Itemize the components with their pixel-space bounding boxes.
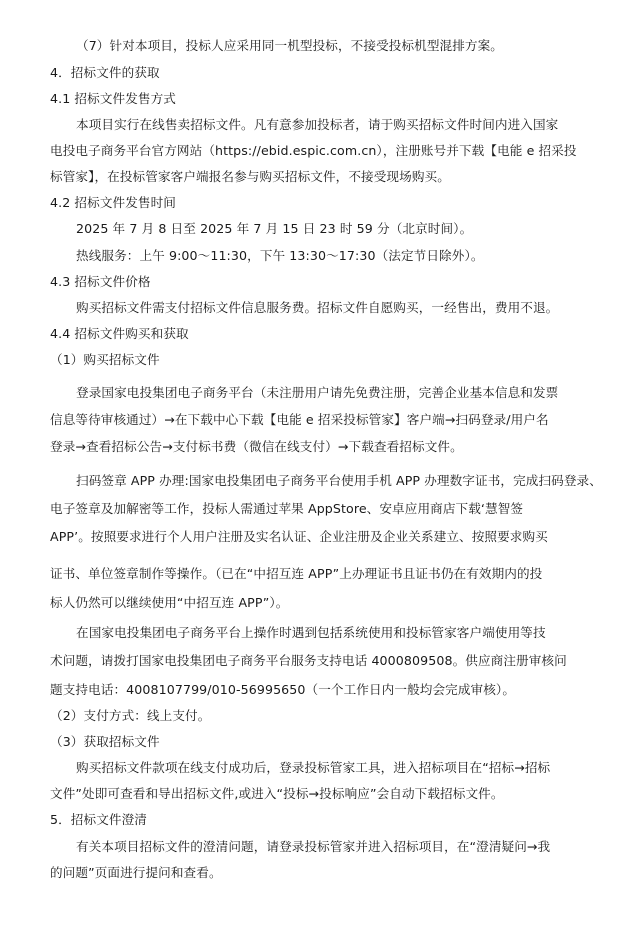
paragraph-line: 扫码签章 APP 办理:国家电投集团电子商务平台使用手机 APP 办理数字证书，完成扫码登录、 [76,473,602,488]
list-heading-3: （3）获取招标文件 [50,734,160,749]
paragraph-line: 术问题，请拨打国家电投集团电子商务平台服务支持电话 4000809508。供应商注册审核问 [50,653,567,668]
paragraph-line: 在国家电投集团电子商务平台上操作时遇到包括系统使用和投标管家客户端使用等技 [76,625,546,640]
list-item-2: （2）支付方式：线上支付。 [50,708,211,723]
subsection-heading-4-4: 4.4 招标文件购买和获取 [50,326,189,341]
paragraph-line: 电投电子商务平台官方网站（https://ebid.espic.com.cn），注册账号并下载【电能 e 招采投 [50,143,577,158]
paragraph-line: 的问题”页面进行提问和查看。 [50,865,222,880]
paragraph-line: 标管家】，在投标管家客户端报名参与购买招标文件，不接受现场购买。 [50,169,450,184]
paragraph-line: （7）针对本项目，投标人应采用同一机型投标，不接受投标机型混排方案。 [76,38,504,53]
paragraph-line: 热线服务：上午 9:00～11:30，下午 13:30～17:30（法定节日除外）。 [76,248,484,263]
paragraph-line: 登录国家电投集团电子商务平台（未注册用户请先免费注册，完善企业基本信息和发票 [76,385,559,400]
paragraph-line: 证书、单位签章制作等操作。（已在“中招互连 APP”上办理证书且证书仍在有效期内的投 [50,566,543,581]
list-heading-1: （1）购买招标文件 [50,352,160,367]
paragraph-line: 登录→查看招标公告→支付标书费（微信在线支付）→下载查看招标文件。 [50,439,463,454]
paragraph-line: 购买招标文件需支付招标文件信息服务费。招标文件自愿购买，一经售出，费用不退。 [76,300,559,315]
paragraph-line: 电子签章及加解密等工作，投标人需通过苹果 AppStore、安卓应用商店下载‘慧智签 [50,501,524,516]
paragraph-line: 本项目实行在线售卖招标文件。凡有意参加投标者，请于购买招标文件时间内进入国家 [76,117,559,132]
section-heading-5: 5．招标文件澄清 [50,812,147,827]
subsection-heading-4-3: 4.3 招标文件价格 [50,274,151,289]
paragraph-line: 文件”处即可查看和导出招标文件,或进入“投标→投标响应”会自动下载招标文件。 [50,786,504,801]
subsection-heading-4-2: 4.2 招标文件发售时间 [50,195,176,210]
section-heading-4: 4．招标文件的获取 [50,65,160,80]
paragraph-line: 有关本项目招标文件的澄清问题，请登录投标管家并进入招标项目，在“澄清疑问→我 [76,839,551,854]
paragraph-line: 购买招标文件款项在线支付成功后，登录投标管家工具，进入招标项目在“招标→招标 [76,760,551,775]
paragraph-line: 题支持电话：4008107799/010-56995650（一个工作日内一般均会完成审核）。 [50,682,516,697]
paragraph-line: 标人仍然可以继续使用“中招互连 APP”）。 [50,595,289,610]
paragraph-line: 2025 年 7 月 8 日至 2025 年 7 月 15 日 23 时 59 分（北京时间）。 [76,221,473,236]
paragraph-line: 信息等待审核通过）→在下载中心下载【电能 e 招采投标管家】客户端→扫码登录/用户名 [50,412,549,427]
paragraph-line: APP’。按照要求进行个人用户注册及实名认证、企业注册及企业关系建立、按照要求购买 [50,529,548,544]
subsection-heading-4-1: 4.1 招标文件发售方式 [50,91,176,106]
